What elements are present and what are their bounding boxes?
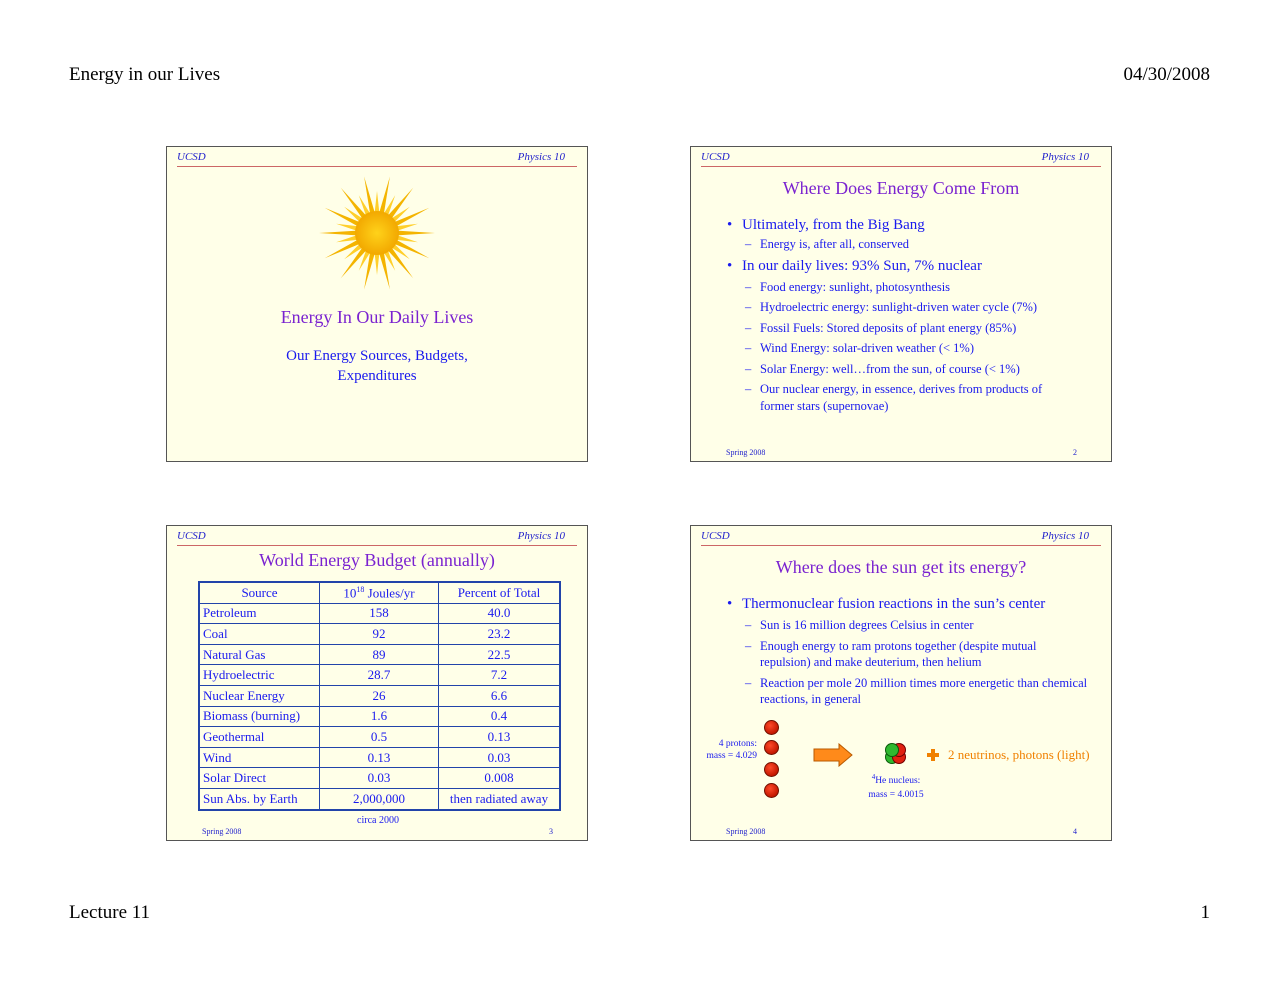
cell-source: Petroleum <box>199 603 320 624</box>
slide-title: World Energy Budget (annually) <box>259 550 495 570</box>
cell-source: Sun Abs. by Earth <box>199 788 320 809</box>
column-header-percent: Percent of Total <box>439 582 561 603</box>
cell-percent: 40.0 <box>439 603 561 624</box>
cell-source: Hydroelectric <box>199 665 320 686</box>
header-rule <box>701 545 1101 546</box>
slide-header-right: Physics 10 <box>517 151 565 163</box>
cell-source: Coal <box>199 624 320 645</box>
header-rule <box>701 166 1101 167</box>
sun-ray <box>319 231 357 236</box>
slide-header-left: UCSD <box>701 151 730 163</box>
slide-number: 4 <box>1073 827 1077 836</box>
table-row <box>199 644 560 665</box>
sub-bullet: – Our nuclear energy, in essence, derives from products of former stars (supernovae) <box>727 381 1060 414</box>
header-rule <box>177 545 577 546</box>
cell-percent: then radiated away <box>439 788 561 809</box>
sub-bullet: – Hydroelectric energy: sunlight-driven water cycle (7%) <box>727 299 1101 316</box>
cell-percent: 6.6 <box>439 685 561 706</box>
plus-icon <box>927 749 939 761</box>
cell-joules: 0.03 <box>320 768 439 789</box>
cell-source: Nuclear Energy <box>199 685 320 706</box>
slide-title: Where Does Energy Come From <box>782 178 1020 198</box>
slide-title: Where does the sun get its energy? <box>775 557 1027 577</box>
slide-header-right: Physics 10 <box>517 530 565 542</box>
table-row <box>199 768 560 789</box>
sub-bullet: – Solar Energy: well…from the sun, of course (< 1%) <box>727 361 1101 378</box>
sun-ray <box>396 224 418 231</box>
products-label: 2 neutrinos, photons (light) <box>948 747 1090 762</box>
proton <box>764 762 779 777</box>
sub-bullet: – Food energy: sunlight, photosynthesis <box>727 279 1101 296</box>
cell-percent: 0.03 <box>439 747 561 768</box>
proton <box>764 783 779 798</box>
sun-ray <box>396 235 418 242</box>
cell-percent: 23.2 <box>439 624 561 645</box>
bullet: • Thermonuclear fusion reactions in the sun’s center <box>727 596 1101 613</box>
cell-source: Geothermal <box>199 727 320 748</box>
sun-ray <box>336 235 358 242</box>
sun-ray <box>336 224 358 231</box>
subtitle-line: Expenditures <box>337 368 417 384</box>
bullet-list <box>727 596 1101 708</box>
slide-number: 3 <box>549 827 553 836</box>
cell-joules: 92 <box>320 624 439 645</box>
table-header-row <box>199 582 560 603</box>
slide-header-right: Physics 10 <box>1041 151 1089 163</box>
sub-bullet: – Reaction per mole 20 million times more energetic than chemical reactions, in general <box>727 675 1095 708</box>
bullet: • Ultimately, from the Big Bang <box>727 217 1101 234</box>
cell-source: Solar Direct <box>199 768 320 789</box>
cell-percent: 0.4 <box>439 706 561 727</box>
cell-percent: 0.008 <box>439 768 561 789</box>
bullet: • In our daily lives: 93% Sun, 7% nuclear <box>727 258 1101 275</box>
sun-ray <box>375 253 380 275</box>
slide-header-left: UCSD <box>177 151 206 163</box>
sub-bullet: – Energy is, after all, conserved <box>727 236 1101 253</box>
cell-source: Natural Gas <box>199 644 320 665</box>
table-note: circa 2000 <box>357 815 399 826</box>
table-row <box>199 747 560 768</box>
slide-footer-term: Spring 2008 <box>726 448 766 457</box>
table-row <box>199 665 560 686</box>
sun-icon <box>315 171 439 295</box>
page-header-title: Energy in our Lives <box>69 64 221 85</box>
protons-label: 4 protons: mass = 4.029 <box>706 739 757 761</box>
slide-number: 2 <box>1073 448 1077 457</box>
page-number: 1 <box>1200 902 1210 923</box>
column-header-joules: $10^{18}$ Joules/yr <box>320 582 439 603</box>
cell-joules: 0.5 <box>320 727 439 748</box>
table-row <box>199 727 560 748</box>
slide-2 <box>690 146 1112 462</box>
slide-header-left: UCSD <box>177 530 206 542</box>
header-rule <box>177 166 577 167</box>
cell-joules: 158 <box>320 603 439 624</box>
cell-joules: 1.6 <box>320 706 439 727</box>
slide-footer-term: Spring 2008 <box>202 827 242 836</box>
helium-label: $^4$He nucleus: mass = 4.0015 <box>868 773 924 801</box>
column-header-source: Source <box>199 582 320 603</box>
page-header-date: 04/30/2008 <box>1123 64 1210 85</box>
slide-subtitle <box>167 346 587 386</box>
table-row <box>199 603 560 624</box>
cell-percent: 7.2 <box>439 665 561 686</box>
slide-title: Energy In Our Daily Lives <box>280 307 474 327</box>
sub-bullet: – Enough energy to ram protons together (despite mutual repulsion) and make deuterium, then helium <box>727 638 1090 671</box>
cell-joules: 2,000,000 <box>320 788 439 809</box>
sun-ray <box>375 191 380 213</box>
table-row <box>199 788 560 809</box>
table-row <box>199 624 560 645</box>
sub-bullet: – Sun is 16 million degrees Celsius in center <box>727 617 1101 634</box>
slide-1 <box>166 146 588 462</box>
cell-joules: 28.7 <box>320 665 439 686</box>
helium-nucleus-icon <box>884 743 908 767</box>
slide-header-right: Physics 10 <box>1041 530 1089 542</box>
page-footer-lecture: Lecture 11 <box>69 902 151 923</box>
cell-joules: 89 <box>320 644 439 665</box>
cell-percent: 0.13 <box>439 727 561 748</box>
proton <box>764 740 779 755</box>
sub-bullet: – Wind Energy: solar-driven weather (< 1%) <box>727 340 1101 357</box>
subtitle-line: Our Energy Sources, Budgets, <box>286 348 468 364</box>
table-row <box>199 685 560 706</box>
slide-header-left: UCSD <box>701 530 730 542</box>
cell-joules: 0.13 <box>320 747 439 768</box>
cell-joules: 26 <box>320 685 439 706</box>
slide-footer-term: Spring 2008 <box>726 827 766 836</box>
slide-4 <box>690 525 1112 841</box>
table-row <box>199 706 560 727</box>
sun-ray <box>397 231 435 236</box>
proton <box>764 720 779 735</box>
cell-percent: 22.5 <box>439 644 561 665</box>
energy-budget-table <box>198 581 561 811</box>
slide-3 <box>166 525 588 841</box>
sub-bullet: – Fossil Fuels: Stored deposits of plant energy (85%) <box>727 320 1101 337</box>
bullet-list <box>727 217 1101 414</box>
cell-source: Wind <box>199 747 320 768</box>
cell-source: Biomass (burning) <box>199 706 320 727</box>
arrow-right-icon <box>813 743 853 767</box>
